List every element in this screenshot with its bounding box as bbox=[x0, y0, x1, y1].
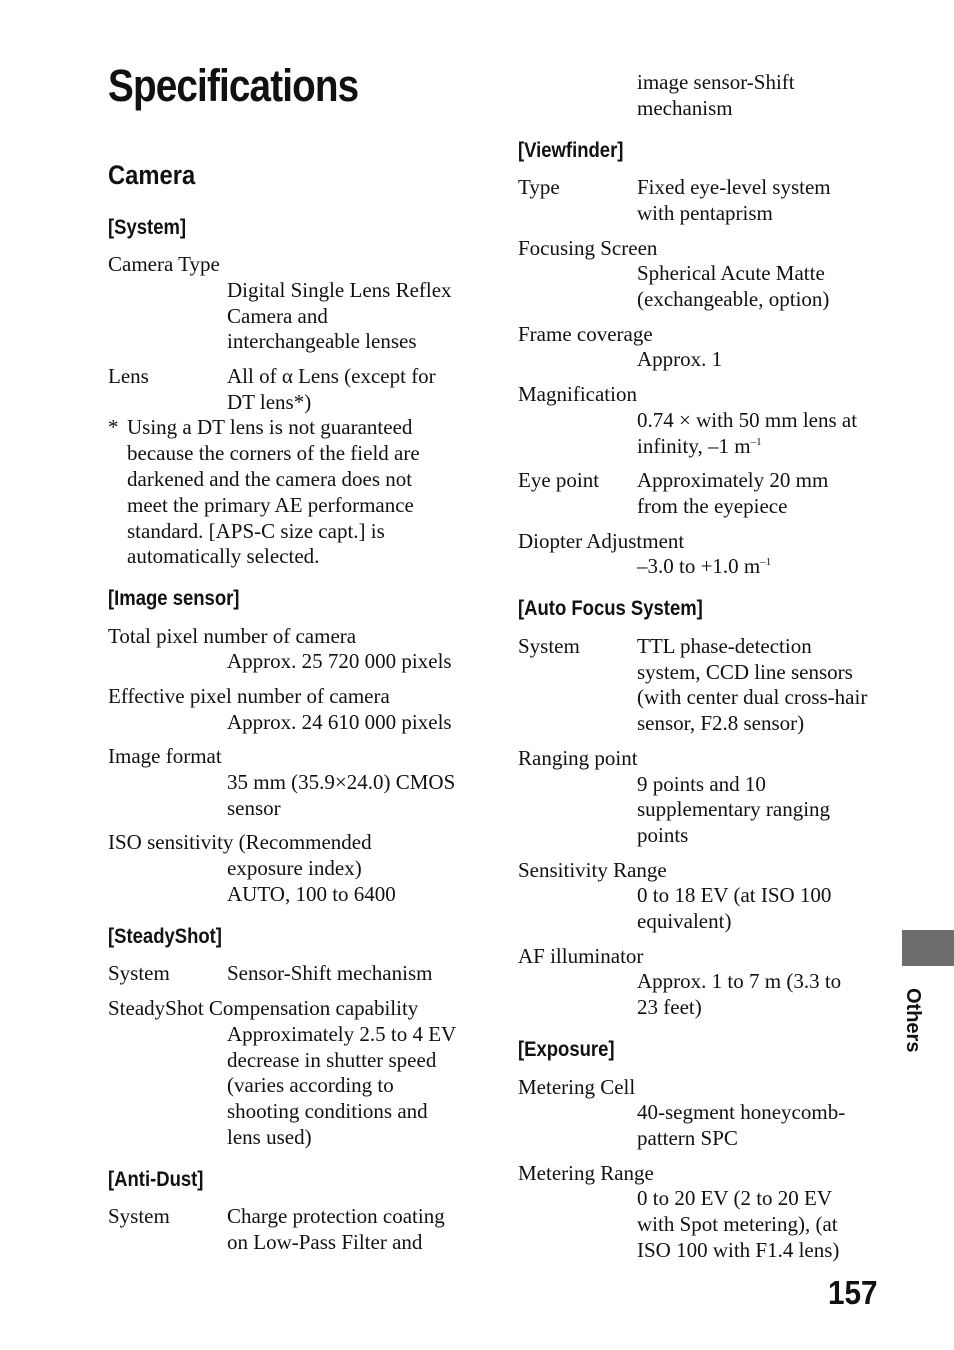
spec-label-frame-coverage: Frame coverage bbox=[518, 322, 653, 346]
spec-value-sensitivity-range-1: 0 to 18 EV (at ISO 100 bbox=[637, 883, 832, 907]
spec-label-effective-pixels: Effective pixel number of camera bbox=[108, 684, 390, 708]
spec-value-iso-1: exposure index) bbox=[227, 856, 362, 880]
footnote-line-4: meet the primary AE performance bbox=[127, 493, 414, 517]
superscript-exponent: –1 bbox=[760, 556, 772, 568]
spec-value-eye-point-2: from the eyepiece bbox=[637, 494, 788, 518]
spec-value-af-system-4: sensor, F2.8 sensor) bbox=[637, 711, 805, 735]
spec-value-compensation-3: (varies according to bbox=[227, 1073, 394, 1097]
footnote-line-2: because the corners of the field are bbox=[127, 441, 420, 465]
spec-value-antidust-4: mechanism bbox=[637, 96, 733, 120]
spec-label-sensitivity-range: Sensitivity Range bbox=[518, 858, 667, 882]
footnote-line-6: automatically selected. bbox=[127, 544, 320, 568]
spec-value-af-system-2: system, CCD line sensors bbox=[637, 660, 853, 684]
page-title: Specifications bbox=[108, 60, 359, 111]
spec-value-ranging-point-1: 9 points and 10 bbox=[637, 772, 766, 796]
spec-label-magnification: Magnification bbox=[518, 382, 637, 406]
spec-label-steadyshot-system: System bbox=[108, 961, 170, 985]
spec-value-compensation-2: decrease in shutter speed bbox=[227, 1048, 437, 1072]
heading-system: [System] bbox=[108, 216, 187, 239]
spec-value-magnification-2: infinity, –1 $m^{-1}$ bbox=[637, 434, 762, 458]
spec-label-focusing-screen: Focusing Screen bbox=[518, 236, 658, 260]
spec-label-compensation: SteadyShot Compensation capability bbox=[108, 996, 419, 1020]
spec-value-sensitivity-range-2: equivalent) bbox=[637, 909, 732, 933]
spec-value-af-system-1: TTL phase-detection bbox=[637, 634, 812, 658]
section-tab-marker bbox=[902, 930, 954, 966]
spec-label-diopter: Diopter Adjustment bbox=[518, 529, 685, 553]
spec-value-ranging-point-3: points bbox=[637, 823, 689, 847]
spec-value-compensation-1: Approximately 2.5 to 4 EV bbox=[227, 1022, 457, 1046]
spec-value-eye-point-1: Approximately 20 mm bbox=[637, 468, 829, 492]
footnote-mark: * bbox=[108, 415, 119, 439]
spec-value-antidust-1: Charge protection coating bbox=[227, 1204, 445, 1228]
spec-value-metering-range-2: with Spot metering), (at bbox=[637, 1212, 838, 1236]
spec-value-af-system-3: (with center dual cross-hair bbox=[637, 685, 868, 709]
spec-label-camera-type: Camera Type bbox=[108, 252, 220, 276]
spec-value-compensation-5: lens used) bbox=[227, 1125, 312, 1149]
spec-value-effective-pixels: Approx. 24 610 000 pixels bbox=[227, 710, 452, 734]
section-heading-camera: Camera bbox=[108, 160, 196, 190]
footnote-line-3: darkened and the camera does not bbox=[127, 467, 413, 491]
spec-label-lens: Lens bbox=[108, 364, 149, 388]
spec-value-total-pixels: Approx. 25 720 000 pixels bbox=[227, 649, 452, 673]
spec-value-steadyshot-system: Sensor-Shift mechanism bbox=[227, 961, 433, 985]
spec-value-ranging-point-2: supplementary ranging bbox=[637, 797, 831, 821]
heading-auto-focus: [Auto Focus System] bbox=[518, 597, 703, 620]
spec-value-image-format-1: 35 mm (35.9×24.0) CMOS bbox=[227, 770, 456, 794]
heading-exposure: [Exposure] bbox=[518, 1038, 615, 1061]
spec-value-metering-range-3: ISO 100 with F1.4 lens) bbox=[637, 1238, 840, 1262]
spec-value-magnification-1: 0.74 × with 50 mm lens at bbox=[637, 408, 858, 432]
spec-value-iso-2: AUTO, 100 to 6400 bbox=[227, 882, 396, 906]
spec-value-focusing-screen-1: Spherical Acute Matte bbox=[637, 261, 825, 285]
footnote-line-5: standard. [APS-C size capt.] is bbox=[127, 519, 385, 543]
spec-value-camera-type-2: Camera and bbox=[227, 304, 328, 328]
spec-value-camera-type-3: interchangeable lenses bbox=[227, 329, 417, 353]
spec-value-antidust-2: on Low-Pass Filter and bbox=[227, 1230, 423, 1254]
spec-label-antidust-system: System bbox=[108, 1204, 170, 1228]
spec-value-frame-coverage: Approx. 1 bbox=[637, 347, 723, 371]
spec-value-af-illuminator-2: 23 feet) bbox=[637, 995, 702, 1019]
spec-value-antidust-3: image sensor-Shift bbox=[637, 70, 795, 94]
spec-value-vf-type-1: Fixed eye-level system bbox=[637, 175, 831, 199]
spec-value-vf-type-2: with pentaprism bbox=[637, 201, 773, 225]
spec-label-vf-type: Type bbox=[518, 175, 560, 199]
spec-value-metering-cell-1: 40-segment honeycomb- bbox=[637, 1100, 846, 1124]
spec-label-metering-range: Metering Range bbox=[518, 1161, 654, 1185]
spec-value-af-illuminator-1: Approx. 1 to 7 m (3.3 to bbox=[637, 969, 842, 993]
heading-image-sensor: [Image sensor] bbox=[108, 587, 240, 610]
spec-value-lens-1: All of α Lens (except for bbox=[227, 364, 436, 388]
spec-label-eye-point: Eye point bbox=[518, 468, 600, 492]
heading-steadyshot: [SteadyShot] bbox=[108, 925, 222, 948]
spec-value-focusing-screen-2: (exchangeable, option) bbox=[637, 287, 830, 311]
spec-value-metering-cell-2: pattern SPC bbox=[637, 1126, 738, 1150]
spec-label-af-system: System bbox=[518, 634, 580, 658]
footnote-line-1: Using a DT lens is not guaranteed bbox=[127, 415, 413, 439]
superscript-exponent: –1 bbox=[750, 436, 762, 448]
spec-label-af-illuminator: AF illuminator bbox=[518, 944, 644, 968]
page-number: 157 bbox=[828, 1274, 878, 1311]
spec-label-ranging-point: Ranging point bbox=[518, 746, 638, 770]
spec-label-total-pixels: Total pixel number of camera bbox=[108, 624, 357, 648]
spec-label-image-format: Image format bbox=[108, 744, 222, 768]
heading-viewfinder: [Viewfinder] bbox=[518, 139, 624, 162]
spec-value-compensation-4: shooting conditions and bbox=[227, 1099, 428, 1123]
spec-label-metering-cell: Metering Cell bbox=[518, 1075, 636, 1099]
spec-value-image-format-2: sensor bbox=[227, 796, 281, 820]
spec-value-diopter: –3.0 to +1.0 $m^{-1}$ bbox=[637, 554, 772, 578]
spec-label-iso: ISO sensitivity (Recommended bbox=[108, 830, 372, 854]
heading-anti-dust: [Anti-Dust] bbox=[108, 1168, 204, 1191]
spec-value-metering-range-1: 0 to 20 EV (2 to 20 EV bbox=[637, 1186, 833, 1210]
section-tab-label: Others bbox=[902, 988, 924, 1053]
spec-value-lens-2: DT lens*) bbox=[227, 390, 312, 414]
spec-value-camera-type-1: Digital Single Lens Reflex bbox=[227, 278, 452, 302]
